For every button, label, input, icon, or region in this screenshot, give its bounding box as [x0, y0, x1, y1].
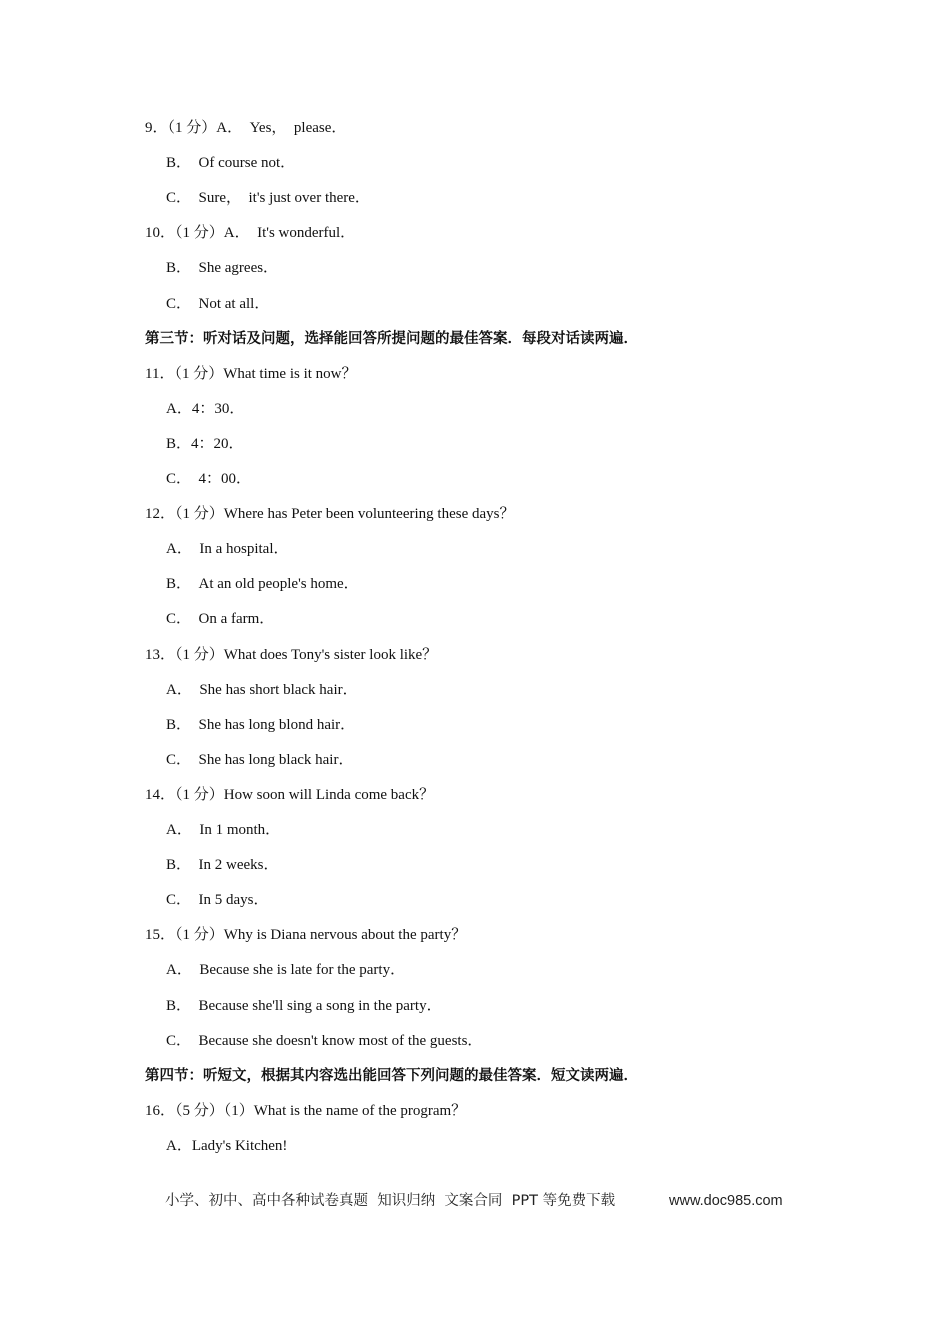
question-text: 12．（1 分）Where has Peter been volunteering these days？: [145, 506, 515, 522]
answer-option: A． She has short black hair．: [166, 682, 358, 698]
answer-option: C． Not at all．: [166, 296, 270, 312]
answer-option: A． In a hospital．: [166, 541, 289, 557]
section-heading: 第四节：听短文，根据其内容选出能回答下列问题的最佳答案．短文读两遍．: [145, 1068, 638, 1084]
answer-option: C． In 5 days．: [166, 892, 269, 908]
answer-option: B． In 2 weeks．: [166, 857, 279, 873]
question-text: 13．（1 分）What does Tony's sister look like？: [145, 647, 438, 663]
answer-option: C． 4：00．: [166, 471, 252, 487]
answer-option: A． In 1 month．: [166, 822, 281, 838]
section-heading: 第三节：听对话及问题，选择能回答所提问题的最佳答案．每段对话读两遍．: [145, 331, 638, 347]
answer-option: B． She has long blond hair．: [166, 717, 356, 733]
question-text: 11．（1 分）What time is it now？: [145, 366, 357, 382]
answer-option: A． Because she is late for the party．: [166, 962, 406, 978]
answer-option: C． Sure， it's just over there．: [166, 190, 370, 206]
answer-option: A．4：30．: [166, 401, 245, 417]
answer-option: B．4：20．: [166, 436, 244, 452]
answer-option: C． On a farm．: [166, 611, 275, 627]
answer-option: C． She has long black hair．: [166, 752, 354, 768]
question-text: 9．（1 分）A． Yes， please．: [145, 120, 347, 136]
answer-option: B． Because she'll sing a song in the party．: [166, 998, 442, 1014]
question-text: 16．（5 分）（1）What is the name of the program？: [145, 1103, 467, 1119]
answer-option: A．Lady's Kitchen!: [166, 1138, 288, 1154]
answer-option: B． Of course not．: [166, 155, 296, 171]
answer-option: B． At an old people's home．: [166, 576, 359, 592]
question-text: 10．（1 分）A． It's wonderful．: [145, 225, 356, 241]
footer-url: www.doc985.com: [669, 1193, 783, 1209]
answer-option: C． Because she doesn't know most of the guests．: [166, 1033, 483, 1049]
question-text: 15．（1 分）Why is Diana nervous about the party？: [145, 927, 467, 943]
question-text: 14．（1 分）How soon will Linda come back？: [145, 787, 435, 803]
answer-option: B． She agrees．: [166, 260, 279, 276]
footer-text: 小学、初中、高中各种试卷真题 知识归纳 文案合同 PPT 等免费下载: [165, 1193, 616, 1209]
